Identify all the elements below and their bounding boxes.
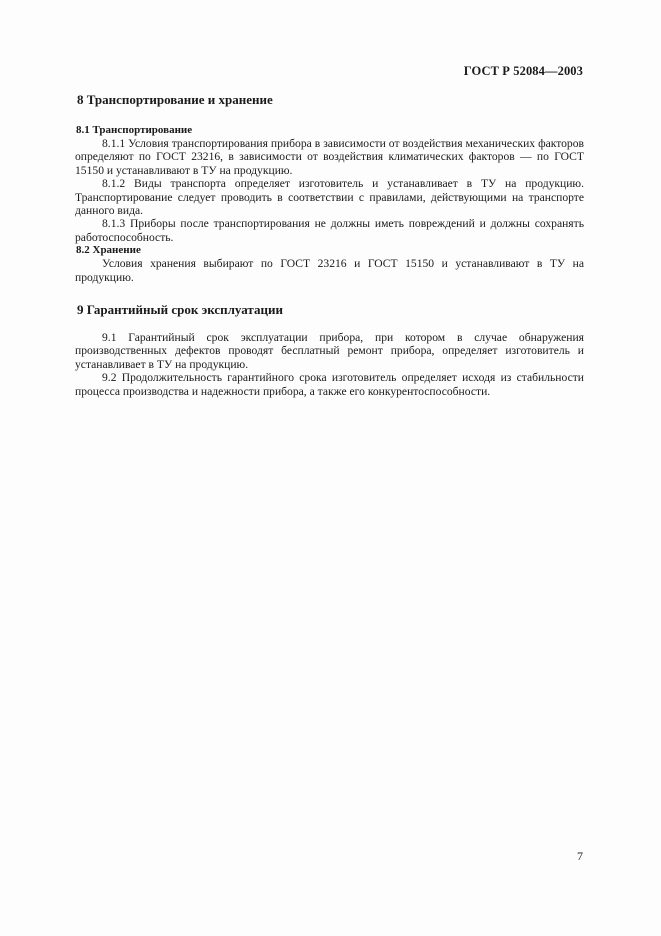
paragraph-8-1-2: 8.1.2 Виды транспорта определяет изготовитель и устанавливает в ТУ на продукцию. Транспортирование следует проводить в соответствии с правилами, действующими на транспорте данного вида. <box>75 177 584 218</box>
paragraph-8-1-3: 8.1.3 Приборы после транспортирования не должны иметь повреждений и должны сохранять работоспособность. <box>75 217 584 244</box>
paragraph-8-1-1: 8.1.1 Условия транспортирования прибора в зависимости от воздействия механических факторов определяют по ГОСТ 23216, в зависимости от воздействия климатических факторов — по ГОСТ 15150 и устанавливают в ТУ на продукцию. <box>75 137 584 177</box>
subsection-8-2-title: 8.2 Хранение <box>76 244 141 257</box>
paragraph-8-2: Условия хранения выбирают по ГОСТ 23216 и ГОСТ 15150 и устанавливают в ТУ на продукцию. <box>75 257 584 284</box>
section-8-title: 8 Транспортирование и хранение <box>77 92 273 107</box>
page-number: 7 <box>577 849 583 863</box>
section-9-title: 9 Гарантийный срок эксплуатации <box>77 302 283 318</box>
paragraph-9-1: 9.1 Гарантийный срок эксплуатации прибора, при котором в случае обнаружения производственных дефектов проводят бесплатный ремонт прибора, определяет изготовитель и устанавливает в ТУ на продукцию. <box>75 331 584 371</box>
document-code: ГОСТ Р 52084—2003 <box>463 64 583 78</box>
paragraph-9-2: 9.2 Продолжительность гарантийного срока изготовитель определяет исходя из стабильности процесса производства и надежности прибора, а также его конкурентоспособности. <box>75 371 584 398</box>
document-body <box>75 92 584 398</box>
subsection-8-1-title: 8.1 Транспортирование <box>76 124 193 136</box>
